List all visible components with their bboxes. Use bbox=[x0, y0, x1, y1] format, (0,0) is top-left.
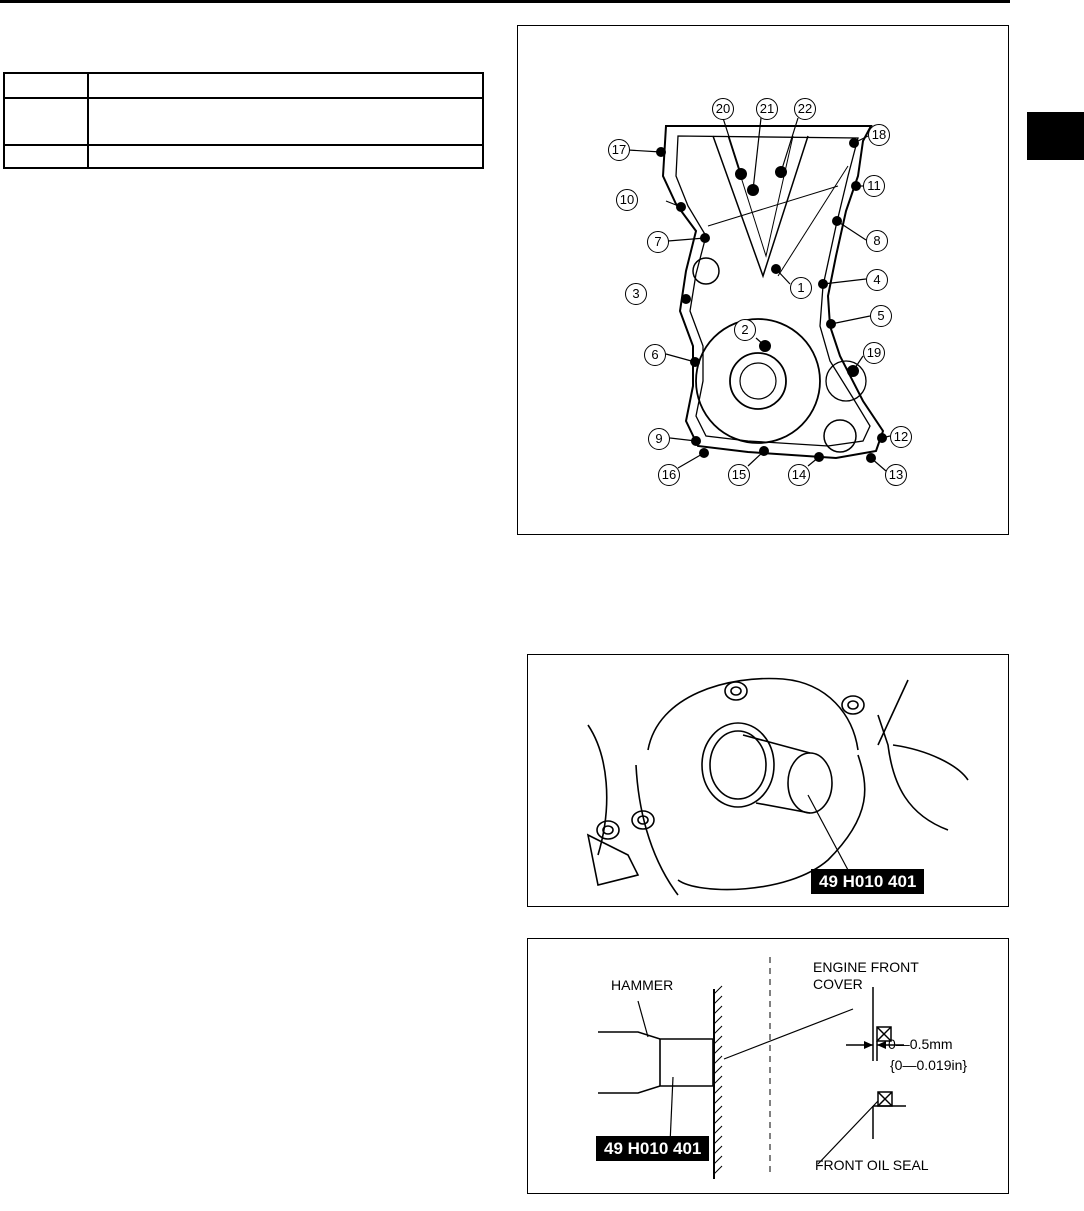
dimension-in-label: {0—0.019in} bbox=[890, 1057, 968, 1073]
callout-4: 4 bbox=[866, 269, 888, 291]
callout-8: 8 bbox=[866, 230, 888, 252]
table-cell bbox=[88, 73, 483, 98]
callout-5: 5 bbox=[870, 305, 892, 327]
callout-14: 14 bbox=[788, 464, 810, 486]
engine-front-cover-label bbox=[813, 959, 919, 993]
front-oil-seal-label: FRONT OIL SEAL bbox=[815, 1157, 929, 1173]
callout-2: 2 bbox=[734, 319, 756, 341]
table-cell bbox=[88, 145, 483, 168]
hammer-label: HAMMER bbox=[611, 977, 674, 993]
callout-11: 11 bbox=[863, 175, 885, 197]
table-cell bbox=[4, 145, 88, 168]
tool-number-label: 49 H010 401 bbox=[596, 1136, 709, 1161]
installer-drawing bbox=[528, 655, 1008, 906]
callout-10: 10 bbox=[616, 189, 638, 211]
front-cover-bolt-figure bbox=[517, 25, 1009, 535]
table-row bbox=[4, 145, 483, 168]
callout-16: 16 bbox=[658, 464, 680, 486]
callout-17: 17 bbox=[608, 139, 630, 161]
callout-9: 9 bbox=[648, 428, 670, 450]
callout-1: 1 bbox=[790, 277, 812, 299]
header-rule bbox=[0, 0, 1010, 3]
tool-number-label: 49 H010 401 bbox=[811, 869, 924, 894]
callout-15: 15 bbox=[728, 464, 750, 486]
table-cell bbox=[4, 98, 88, 145]
callout-21: 21 bbox=[756, 98, 778, 120]
table-cell bbox=[88, 98, 483, 145]
table-row bbox=[4, 98, 483, 145]
dimension-mm-label: 0—0.5mm bbox=[888, 1036, 953, 1052]
engine-front-cover-label-line1: ENGINE FRONT bbox=[813, 959, 919, 975]
callout-6: 6 bbox=[644, 344, 666, 366]
callout-18: 18 bbox=[868, 124, 890, 146]
callout-12: 12 bbox=[890, 426, 912, 448]
spec-table bbox=[3, 72, 484, 169]
callout-13: 13 bbox=[885, 464, 907, 486]
engine-front-cover-label-line2: COVER bbox=[813, 976, 863, 992]
callout-19: 19 bbox=[863, 342, 885, 364]
callout-22: 22 bbox=[794, 98, 816, 120]
callout-3: 3 bbox=[625, 283, 647, 305]
table-cell bbox=[4, 73, 88, 98]
seal-installer-figure bbox=[527, 654, 1009, 907]
section-tab-marker bbox=[1027, 112, 1084, 160]
callout-7: 7 bbox=[647, 231, 669, 253]
table-row bbox=[4, 73, 483, 98]
seal-depth-figure bbox=[527, 938, 1009, 1194]
callout-20: 20 bbox=[712, 98, 734, 120]
